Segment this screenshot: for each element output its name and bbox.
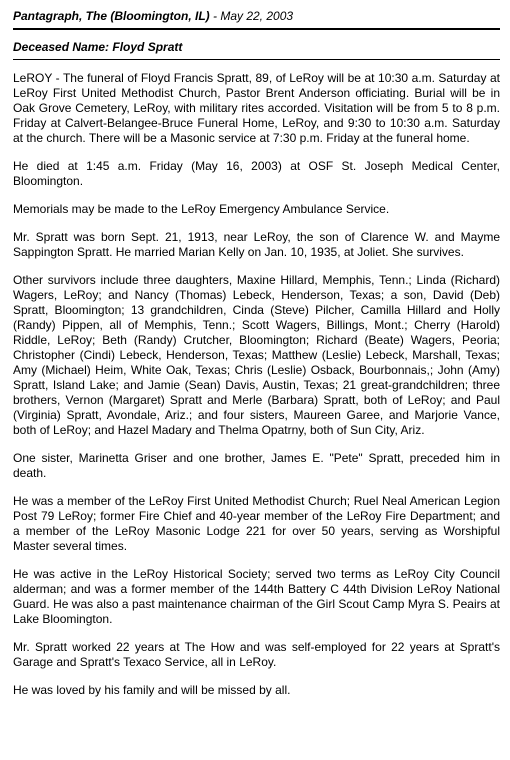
paragraph-career: Mr. Spratt worked 22 years at The How and was self-employed for 22 years at Spratt's Garage and Spratt's Texaco Service, all in LeRoy. bbox=[13, 640, 500, 669]
paragraph-memorials: Memorials may be made to the LeRoy Emergency Ambulance Service. bbox=[13, 202, 390, 216]
obituary-body bbox=[13, 71, 500, 698]
publication-date: May 22, 2003 bbox=[220, 9, 294, 23]
header-separator: - bbox=[209, 9, 221, 23]
paragraph-birth: Mr. Spratt was born Sept. 21, 1913, near LeRoy, the son of Clarence W. and Mayme Sappington Spratt. He married Marian Kelly on Jan. 10, 1935, at Joliet. She survives. bbox=[13, 230, 500, 259]
paragraph-preceded: One sister, Marinetta Griser and one brother, James E. "Pete" Spratt, preceded him in death. bbox=[13, 451, 500, 480]
paragraph-activities: He was active in the LeRoy Historical Society; served two terms as LeRoy City Council alderman; and was a former member of the 144th Battery C 44th Division LeRoy National Guard. He was also a past maintenance chairman of the Girl Scout Camp Myra S. Peairs at Lake Bloomington. bbox=[13, 567, 500, 626]
paragraph-survivors: Other survivors include three daughters, Maxine Hillard, Memphis, Tenn.; Linda (Richard) Wagers, LeRoy; and Nancy (Thomas) Lebeck, Henderson, Texas; a son, David (Deb) Spratt, Bloomington; 13 grandchildren, Cinda (Steve) Pilcher, Camilla Hillard and Holly (Randy) Pippen, all of Memphis, Tenn.; Scott Wagers, Billings, Mont.; Cherry (Harold) Riddle, LeRoy; Beth (Randy) Crutcher, Bloomington; Richard (Beate) Wagers, Peoria; Christopher (Cindi) Lebeck, Henderson, Texas; Matthew (Leslie) Lebeck, Marshall, Texas; Amy (Michael) Heim, White Oak, Texas; Chris (Leslie) Osback, Bourbonnais,; John (Amy) Spratt, Island Lake; and Jamie (Sean) Davis, Austin, Texas; 21 great-grandchildren; three brothers, Vernon (Margaret) Spratt and Merle (Barbara) Spratt, both of LeRoy; and Paul (Virginia) Spratt, Avondale, Ariz.; and four sisters, Maureen Garee, and Marjorie Vance, both of LeRoy; and Hazel Madary and Thelma Opatrny, both of Sun City, Ariz. bbox=[13, 273, 500, 437]
publication-header bbox=[13, 8, 500, 30]
deceased-name-heading: Deceased Name: Floyd Spratt bbox=[13, 39, 500, 60]
publication-name: Pantagraph, The (Bloomington, IL) bbox=[13, 9, 210, 23]
paragraph-death: He died at 1:45 a.m. Friday (May 16, 2003) at OSF St. Joseph Medical Center, Bloomington. bbox=[13, 159, 500, 188]
paragraph-funeral: LeROY - The funeral of Floyd Francis Spratt, 89, of LeRoy will be at 10:30 a.m. Saturday at LeRoy First United Methodist Church, Pastor Brent Anderson officiating. Burial will be in Oak Grove Cemetery, LeRoy, with military rites accorded. Visitation will be from 5 to 8 p.m. Friday at Calvert-Belangee-Bruce Funeral Home, LeRoy, and 9:30 to 10:30 a.m. Saturday at the church. There will be a Masonic service at 7:30 p.m. Friday at the funeral home. bbox=[13, 71, 500, 145]
paragraph-closing: He was loved by his family and will be missed by all. bbox=[13, 683, 291, 697]
paragraph-memberships: He was a member of the LeRoy First United Methodist Church; Ruel Neal American Legion Post 79 LeRoy; former Fire Chief and 40-year member of the LeRoy Fire Department; and a member of the LeRoy Masonic Lodge 221 for over 50 years, serving as Worshipful Master several times. bbox=[13, 494, 500, 553]
